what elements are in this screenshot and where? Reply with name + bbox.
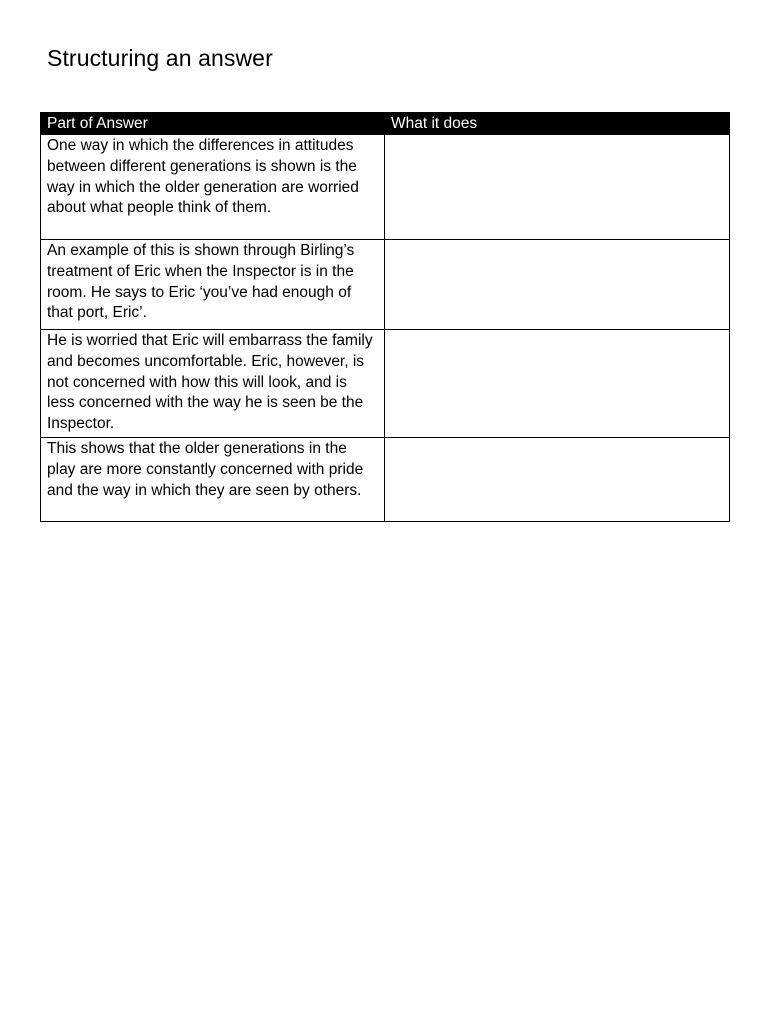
table-row	[41, 330, 730, 438]
answer-structure-table	[40, 112, 730, 522]
header-part-of-answer: Part of Answer	[41, 113, 385, 135]
what-it-does-cell[interactable]	[385, 437, 730, 521]
header-what-it-does: What it does	[385, 113, 730, 135]
part-of-answer-cell: He is worried that Eric will embarrass the family and becomes uncomfortable. Eric, however, is not concerned with how this will look, and is less concerned with the way he is seen be the Inspector.	[41, 330, 385, 438]
part-of-answer-cell: This shows that the older generations in the play are more constantly concerned with pride and the way in which they are seen by others.	[41, 437, 385, 521]
table-row	[41, 135, 730, 240]
table-row	[41, 240, 730, 330]
what-it-does-cell[interactable]	[385, 135, 730, 240]
part-of-answer-cell: An example of this is shown through Birling’s treatment of Eric when the Inspector is in the room. He says to Eric ‘you’ve had enough of that port, Eric’.	[41, 240, 385, 330]
table-row	[41, 437, 730, 521]
page-title: Structuring an answer	[47, 45, 273, 71]
what-it-does-cell[interactable]	[385, 240, 730, 330]
part-of-answer-cell: One way in which the differences in attitudes between different generations is shown is the way in which the older generation are worried about what people think of them.	[41, 135, 385, 240]
what-it-does-cell[interactable]	[385, 330, 730, 438]
table-header-row	[41, 113, 730, 135]
